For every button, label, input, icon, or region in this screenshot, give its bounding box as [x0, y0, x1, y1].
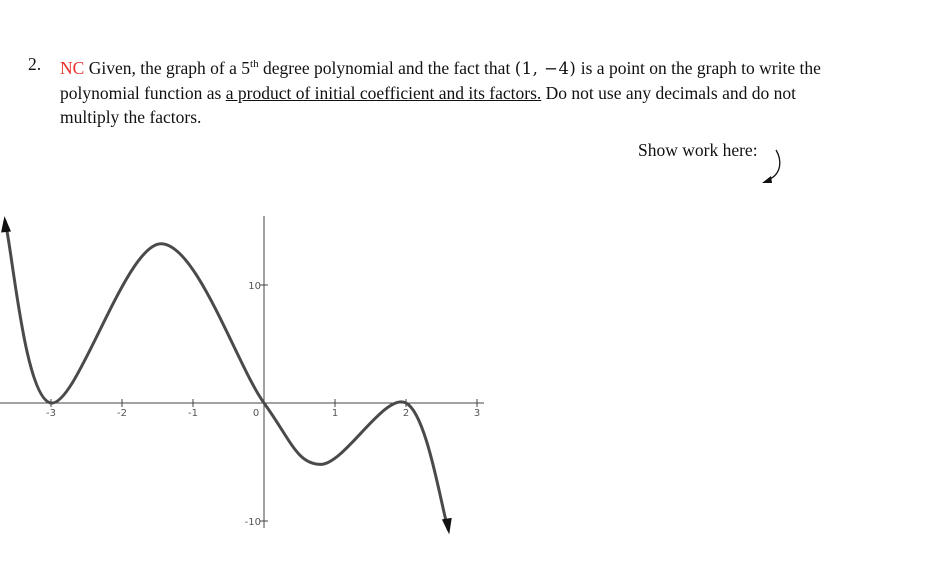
x-tick-label: 1 [331, 408, 339, 419]
y-tick-label: -10 [244, 517, 261, 528]
question-block [28, 52, 848, 129]
question-text [60, 52, 848, 129]
curved-arrow-icon [756, 146, 786, 186]
ticks [46, 281, 480, 528]
question-text-part-2: degree polynomial and the fact that [258, 57, 515, 78]
curve-end-arrows [1, 216, 452, 534]
x-tick-label: -3 [46, 408, 56, 419]
axes [0, 216, 484, 528]
question-text-part-1: Given, the graph of a 5 [88, 57, 251, 78]
polynomial-curve [5, 220, 449, 530]
arrow-down-icon [442, 518, 452, 535]
question-text-part-3: is a point on the graph to write the polynomial function as [60, 57, 821, 103]
x-tick-label: 3 [473, 408, 481, 419]
nc-tag: NC [60, 57, 85, 78]
question-text-part-4: Do not use any decimals and do not multiply the factors. [60, 82, 796, 127]
given-point: (1, −4) [514, 58, 577, 78]
x-tick-label: -2 [117, 408, 127, 419]
x-tick-label: 2 [402, 408, 410, 419]
question-number: 2. [28, 54, 42, 74]
polynomial-graph [0, 198, 500, 543]
x-tick-label: -1 [188, 408, 198, 419]
underlined-instruction: a product of initial coefficient and its factors. [225, 82, 542, 103]
y-tick-label: 10 [248, 281, 261, 292]
arrow-up-icon [1, 216, 11, 232]
show-work-label: Show work here: [638, 140, 758, 160]
x-tick-label: 0 [252, 408, 260, 419]
superscript-th: th [250, 58, 259, 70]
